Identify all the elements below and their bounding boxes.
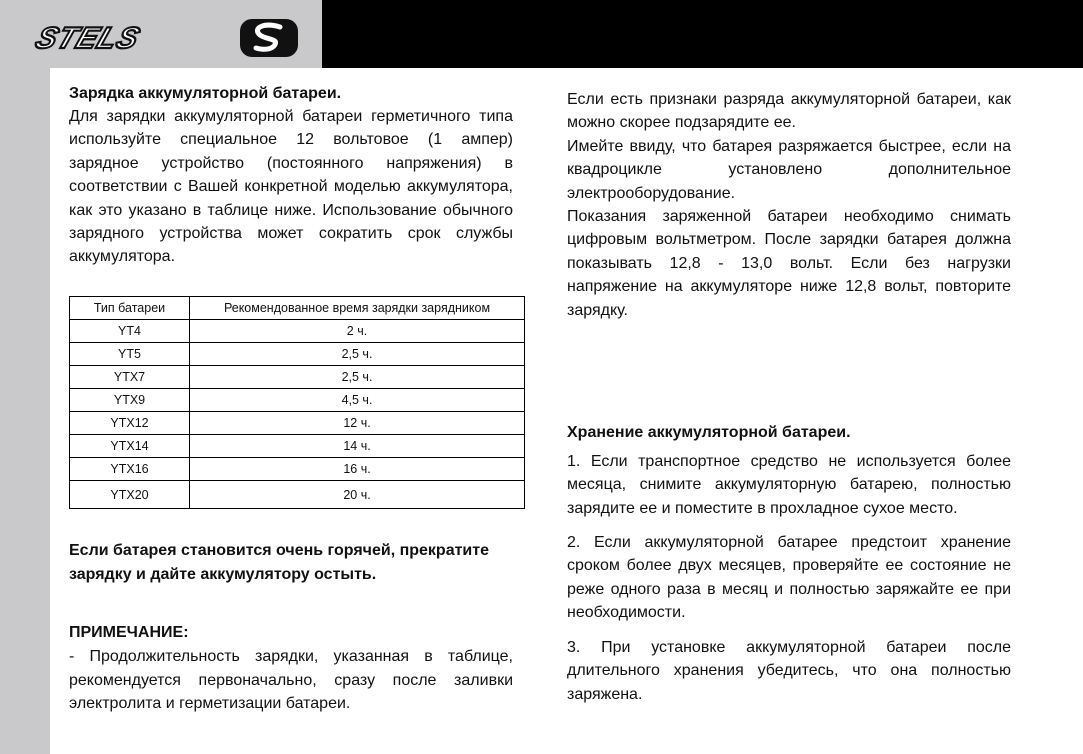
table-header-type: Тип батареи	[70, 297, 190, 320]
charge-time-cell: 2,5 ч.	[190, 366, 525, 389]
voltmeter-paragraph: Показания заряженной батареи необходимо снимать цифровым вольтметром. После зарядки батарея должна показывать 12,8 - 13,0 вольт. Если без нагрузки напряжение на аккумуляторе ниже 12,8 вольт, повторите зарядку.	[567, 208, 1011, 319]
table-row	[70, 389, 525, 412]
battery-type-cell: YTX7	[70, 366, 190, 389]
extra-equipment-paragraph: Имейте ввиду, что батарея разряжается быстрее, если на квадроцикле установлено дополнительное электрооборудование.	[567, 137, 1011, 202]
charge-time-cell: 12 ч.	[190, 412, 525, 435]
table-row	[70, 366, 525, 389]
storage-item-2: 2. Если аккумуляторной батарее предстоит хранение сроком более двух месяцев, проверяйте ее состояние не реже одного раза в месяц и полностью заряжайте ее при необходимости.	[567, 534, 1011, 622]
battery-type-cell: YT4	[70, 320, 190, 343]
charge-time-cell: 20 ч.	[190, 481, 525, 509]
table-row	[70, 320, 525, 343]
storage-item-1: 1. Если транспортное средство не используется более месяца, снимите аккумуляторную батарею, полностью зарядите ее и поместите в прохладное сухое место.	[567, 453, 1011, 517]
charge-time-cell: 2,5 ч.	[190, 343, 525, 366]
discharge-paragraph: Если есть признаки разряда аккумуляторной батареи, как можно скорее подзарядите ее.	[567, 91, 1011, 132]
battery-type-cell: YTX9	[70, 389, 190, 412]
charge-time-cell: 4,5 ч.	[190, 389, 525, 412]
left-margin-strip	[0, 68, 50, 754]
battery-type-cell: YTX16	[70, 458, 190, 481]
table-header-time: Рекомендованное время зарядки зарядником	[190, 297, 525, 320]
charge-time-cell: 14 ч.	[190, 435, 525, 458]
stels-logo	[24, 14, 304, 60]
table-header-row	[70, 297, 525, 320]
charge-time-cell: 2 ч.	[190, 320, 525, 343]
logo-text: STELS	[31, 20, 146, 55]
note-text: - Продолжительность зарядки, указанная в таблице, рекомендуется первоначально, сразу после заливки электролита и герметизации батареи.	[69, 648, 513, 712]
table-row	[70, 481, 525, 509]
note-heading: ПРИМЕЧАНИЕ:	[69, 624, 189, 641]
charging-heading: Зарядка аккумуляторной батареи.	[69, 85, 342, 102]
table-row	[70, 412, 525, 435]
storage-heading: Хранение аккумуляторной батареи.	[567, 424, 851, 441]
storage-item-3: 3. При установке аккумуляторной батареи после длительного хранения убедитесь, что она полностью заряжена.	[567, 639, 1011, 703]
battery-type-cell: YT5	[70, 343, 190, 366]
header-black-band	[322, 0, 1083, 68]
charging-text: Для зарядки аккумуляторной батареи герметичного типа используйте специальное 12 вольтовое (1 ампер) зарядное устройство (постоянного напряжения) в соответствии с Вашей конкретной моделью аккумулятора, как это указано в таблице ниже. Использование обычного зарядного устройства может сократить срок службы аккумулятора.	[69, 108, 513, 266]
battery-type-cell: YTX14	[70, 435, 190, 458]
charging-section	[69, 82, 513, 269]
battery-type-cell: YTX20	[70, 481, 190, 509]
table-row	[70, 458, 525, 481]
charging-time-table	[69, 296, 525, 509]
discharge-section	[567, 88, 1011, 322]
table-row	[70, 343, 525, 366]
table-row	[70, 435, 525, 458]
overheat-warning: Если батарея становится очень горячей, прекратите зарядку и дайте аккумулятору остыть.	[69, 542, 489, 583]
charge-time-cell: 16 ч.	[190, 458, 525, 481]
battery-type-cell: YTX12	[70, 412, 190, 435]
